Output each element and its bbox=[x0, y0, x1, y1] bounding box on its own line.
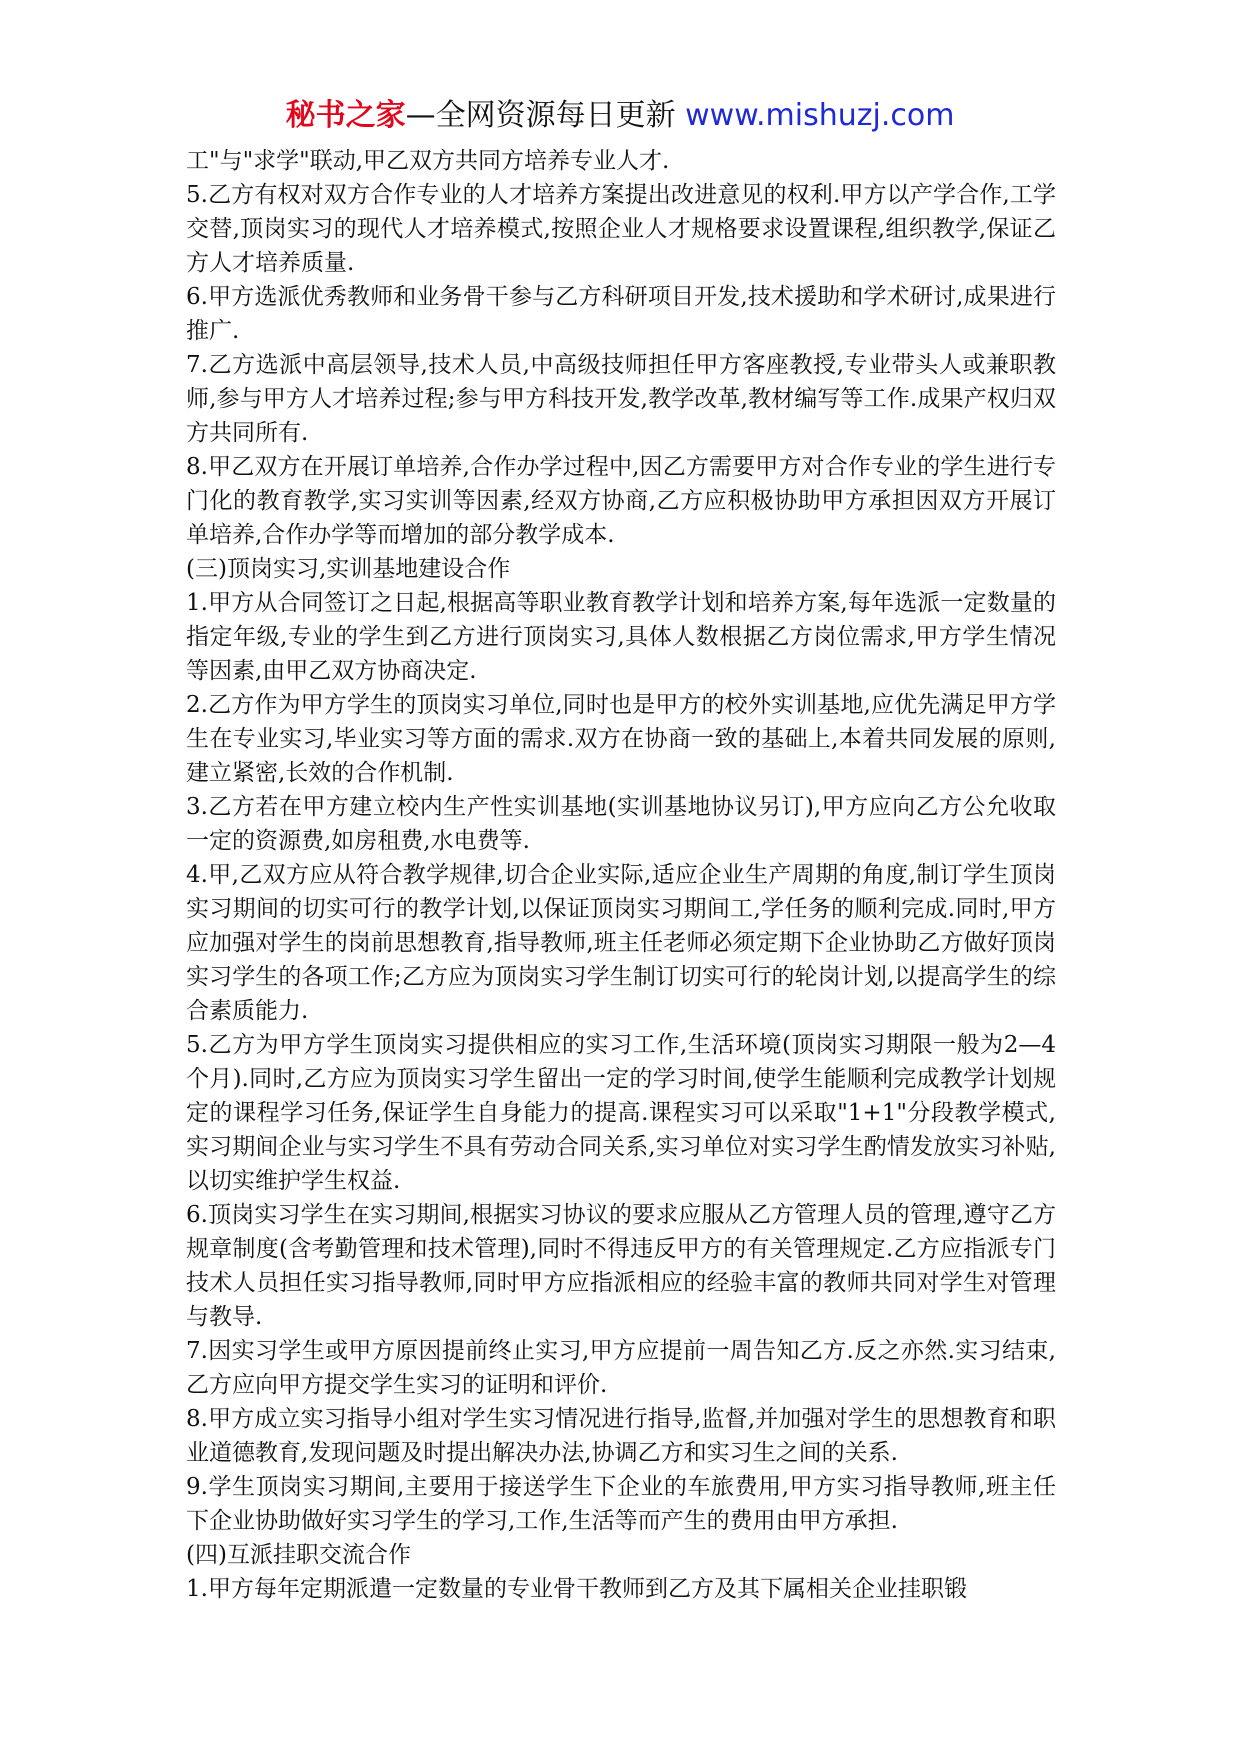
section-heading: (三)顶岗实习,实训基地建设合作 bbox=[186, 556, 511, 582]
paragraph: 3.乙方若在甲方建立校内生产性实训基地(实训基地协议另订),甲方应向乙方公允收取一定的资源费,如房租费,水电费等. bbox=[186, 794, 1056, 854]
paragraph: 6.甲方选派优秀教师和业务骨干参与乙方科研项目开发,技术援助和学术研讨,成果进行推广. bbox=[186, 284, 1056, 344]
paragraph: 1.甲方从合同签订之日起,根据高等职业教育教学计划和培养方案,每年选派一定数量的指定年级,专业的学生到乙方进行顶岗实习,具体人数根据乙方岗位需求,甲方学生情况等因素,由甲乙双方协商决定. bbox=[186, 590, 1056, 684]
paragraph: 7.因实习学生或甲方原因提前终止实习,甲方应提前一周告知乙方.反之亦然.实习结束,乙方应向甲方提交学生实习的证明和评价. bbox=[186, 1338, 1056, 1398]
document-body bbox=[186, 144, 1056, 1606]
paragraph: 5.乙方为甲方学生顶岗实习提供相应的实习工作,生活环境(顶岗实习期限一般为2—4个月).同时,乙方应为顶岗实习学生留出一定的学习时间,使学生能顺利完成教学计划规定的课程学习任务,保证学生自身能力的提高.课程实习可以采取"1+1"分段教学模式,实习期间企业与实习学生不具有劳动合同关系,实习单位对实习学生酌情发放实习补贴,以切实维护学生权益. bbox=[186, 1032, 1056, 1194]
paragraph: 8.甲方成立实习指导小组对学生实习情况进行指导,监督,并加强对学生的思想教育和职业道德教育,发现问题及时提出解决办法,协调乙方和实习生之间的关系. bbox=[186, 1406, 1056, 1466]
website-link[interactable]: www.mishuzj.com bbox=[685, 98, 955, 133]
paragraph: 9.学生顶岗实习期间,主要用于接送学生下企业的车旅费用,甲方实习指导教师,班主任下企业协助做好实习学生的学习,工作,生活等而产生的费用由甲方承担. bbox=[186, 1474, 1056, 1534]
site-header bbox=[0, 96, 1240, 136]
paragraph: 2.乙方作为甲方学生的顶岗实习单位,同时也是甲方的校外实训基地,应优先满足甲方学生在专业实习,毕业实习等方面的需求.双方在协商一致的基础上,本着共同发展的原则,建立紧密,长效的合作机制. bbox=[186, 692, 1056, 786]
paragraph: 4.甲,乙双方应从符合教学规律,切合企业实际,适应企业生产周期的角度,制订学生顶岗实习期间的切实可行的教学计划,以保证顶岗实习期间工,学任务的顺利完成.同时,甲方应加强对学生的岗前思想教育,指导教师,班主任老师必须定期下企业协助乙方做好顶岗实习学生的各项工作;乙方应为顶岗实习学生制订切实可行的轮岗计划,以提高学生的综合素质能力. bbox=[186, 862, 1056, 1024]
brand-name: 秘书之家 bbox=[285, 98, 406, 133]
paragraph: 工"与"求学"联动,甲乙双方共同方培养专业人才. bbox=[186, 148, 670, 174]
section-heading: (四)互派挂职交流合作 bbox=[186, 1542, 411, 1568]
paragraph: 1.甲方每年定期派遣一定数量的专业骨干教师到乙方及其下属相关企业挂职锻 bbox=[186, 1576, 967, 1602]
paragraph: 5.乙方有权对双方合作专业的人才培养方案提出改进意见的权利.甲方以产学合作,工学交替,顶岗实习的现代人才培养模式,按照企业人才规格要求设置课程,组织教学,保证乙方人才培养质量. bbox=[186, 182, 1056, 276]
paragraph: 7.乙方选派中高层领导,技术人员,中高级技师担任甲方客座教授,专业带头人或兼职教师,参与甲方人才培养过程;参与甲方科技开发,教学改革,教材编写等工作.成果产权归双方共同所有. bbox=[186, 352, 1056, 446]
paragraph: 6.顶岗实习学生在实习期间,根据实习协议的要求应服从乙方管理人员的管理,遵守乙方规章制度(含考勤管理和技术管理),同时不得违反甲方的有关管理规定.乙方应指派专门技术人员担任实习指导教师,同时甲方应指派相应的经验丰富的教师共同对学生对管理与教导. bbox=[186, 1202, 1056, 1330]
header-slogan: —全网资源每日更新 bbox=[405, 98, 686, 133]
paragraph: 8.甲乙双方在开展订单培养,合作办学过程中,因乙方需要甲方对合作专业的学生进行专门化的教育教学,实习实训等因素,经双方协商,乙方应积极协助甲方承担因双方开展订单培养,合作办学等而增加的部分教学成本. bbox=[186, 454, 1056, 548]
